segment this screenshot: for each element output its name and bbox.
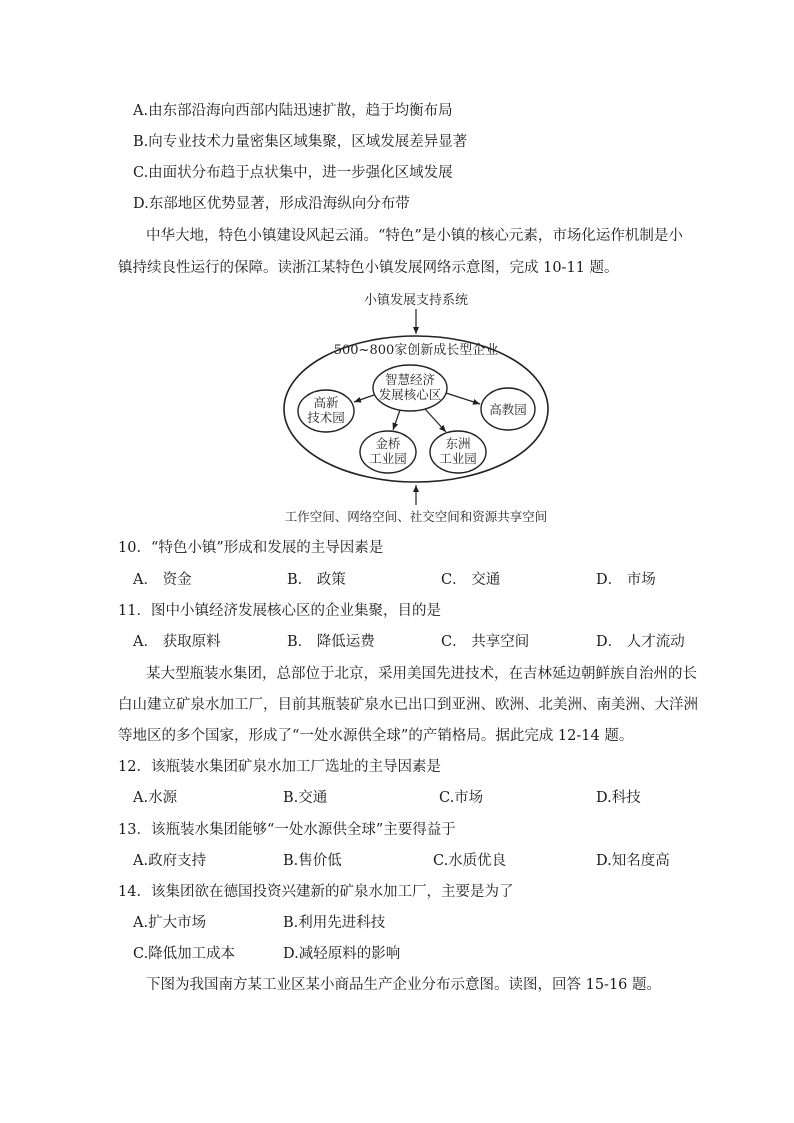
q11-stem: 11．图中小镇经济发展核心区的企业集聚，目的是	[118, 603, 441, 619]
spaces-label: 工作空间、网络空间、社交空间和资源共享空间	[284, 509, 548, 524]
arrow-to-higher-edu	[446, 393, 480, 404]
q12-option-a: A.水源	[133, 790, 178, 806]
q11-option-a: A． 获取原料	[133, 634, 221, 650]
support-system-label: 小镇发展支持系统	[363, 293, 469, 308]
q13-option-c: C.水质优良	[433, 853, 507, 869]
q10-option-a: A． 资金	[133, 572, 192, 588]
arrow-to-hightech	[354, 395, 374, 402]
q9-option-c: C.由面状分布趋于点状集中，进一步强化区域发展	[133, 165, 453, 181]
passage2-line3: 等地区的多个国家，形成了“一处水源供全球”的产销格局。据此完成 12-14 题。	[118, 728, 634, 744]
core-zone-line2: 发展核心区	[378, 387, 442, 402]
q10-option-d: D． 市场	[596, 572, 656, 588]
passage2-line2: 白山建立矿泉水加工厂，目前其瓶装矿泉水已出口到亚洲、欧洲、北美洲、南美洲、大洋洲	[118, 697, 698, 713]
hightech-park-line1: 高新	[313, 395, 339, 410]
q14-stem: 14．该集团欲在德国投资兴建新的矿泉水加工厂，主要是为了	[118, 884, 514, 900]
q14-option-d: D.减轻原料的影响	[283, 946, 401, 962]
q14-option-c: C.降低加工成本	[133, 946, 236, 962]
q10-option-b: B． 政策	[287, 572, 346, 588]
town-network-diagram	[270, 285, 570, 530]
q12-option-c: C.市场	[439, 790, 484, 806]
q9-option-d: D.东部地区优势显著，形成沿海纵向分布带	[133, 196, 410, 212]
passage1-line1: 中华大地，特色小镇建设风起云涌。“特色”是小镇的核心元素，市场化运作机制是小	[146, 228, 683, 244]
q11-option-b: B． 降低运费	[287, 634, 375, 650]
q10-option-c: C． 交通	[441, 572, 501, 588]
arrow-to-dongzhou	[425, 409, 446, 432]
q12-stem: 12．该瓶装水集团矿泉水加工厂选址的主导因素是	[118, 759, 441, 775]
q13-option-b: B.售价低	[283, 853, 342, 869]
q11-option-d: D． 人才流动	[596, 634, 685, 650]
passage3-line1: 下图为我国南方某工业区某小商品生产企业分布示意图。读图，回答 15-16 题。	[146, 977, 662, 993]
passage1-line2: 镇持续良性运行的保障。读浙江某特色小镇发展网络示意图，完成 10-11 题。	[118, 260, 619, 276]
enterprises-label: 500~800家创新成长型企业	[333, 343, 499, 358]
higher-edu-park-label: 高教园	[489, 402, 527, 417]
hightech-park-line2: 技术园	[307, 410, 345, 425]
q13-stem: 13．该瓶装水集团能够“一处水源供全球”主要得益于	[118, 822, 456, 838]
q13-option-d: D.知名度高	[596, 853, 670, 869]
q12-option-d: D.科技	[596, 790, 641, 806]
q14-option-a: A.扩大市场	[133, 915, 207, 931]
passage2-line1: 某大型瓶装水集团，总部位于北京，采用美国先进技术，在吉林延边朝鲜族自治州的长	[146, 666, 697, 682]
dongzhou-park-line2: 工业园	[439, 451, 477, 466]
jinqiao-park-line2: 工业园	[369, 451, 407, 466]
arrow-to-jinqiao	[393, 410, 400, 430]
q11-option-c: C． 共享空间	[441, 634, 530, 650]
q10-stem: 10．“特色小镇”形成和发展的主导因素是	[118, 540, 384, 556]
q14-option-b: B.利用先进科技	[283, 915, 386, 931]
core-zone-line1: 智慧经济	[384, 372, 436, 387]
dongzhou-park-line1: 东洲	[445, 436, 471, 451]
q9-option-a: A.由东部沿海向西部内陆迅速扩散，趋于均衡布局	[133, 103, 453, 119]
q13-option-a: A.政府支持	[133, 853, 207, 869]
q9-option-b: B.向专业技术力量密集区域集聚，区域发展差异显著	[133, 134, 468, 150]
jinqiao-park-line1: 金桥	[375, 436, 401, 451]
q12-option-b: B.交通	[283, 790, 328, 806]
